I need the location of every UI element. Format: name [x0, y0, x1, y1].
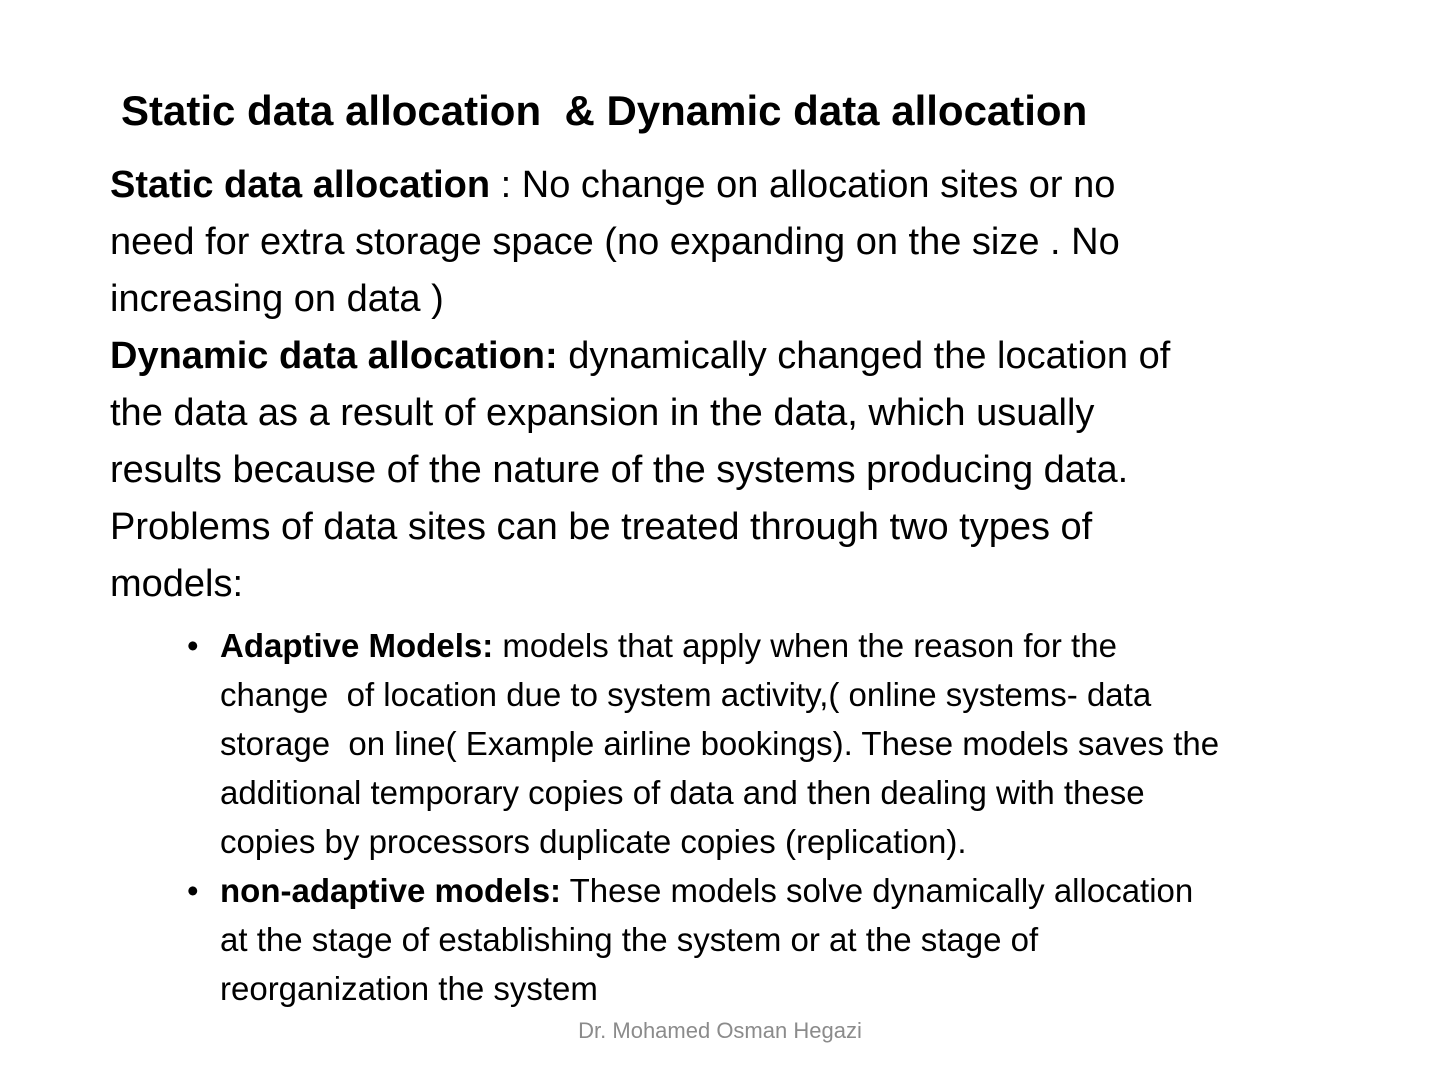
text-line: [220, 964, 1193, 1013]
text-run: storage on line( Example airline bookings). These models saves the: [220, 725, 1220, 762]
text-run: results because of the nature of the systems producing data.: [110, 449, 1129, 491]
bullet-list: [110, 621, 1410, 1013]
text-line: [220, 817, 1219, 866]
bullet-text: [220, 866, 1193, 1013]
text-run: change of location due to system activity,( online systems- data: [220, 676, 1152, 713]
bullet-text: [220, 621, 1219, 866]
text-run: Dynamic data allocation:: [110, 335, 558, 377]
text-run: dynamically changed the location of: [557, 335, 1171, 377]
text-run: Problems of data sites can be treated through two types of: [110, 506, 1093, 548]
text-line: [220, 621, 1219, 670]
text-run: non-adaptive models:: [220, 872, 562, 909]
text-line: [110, 385, 1410, 442]
text-run: the data as a result of expansion in the data, which usually: [110, 392, 1095, 434]
text-line: [220, 915, 1193, 964]
text-run: models that apply when the reason for the: [493, 627, 1117, 664]
bullet-item: [110, 621, 1410, 866]
bullet-icon: •: [187, 627, 199, 664]
footer-author: Dr. Mohamed Osman Hegazi: [578, 1018, 862, 1043]
text-line: [220, 768, 1219, 817]
text-run: Static data allocation: [110, 164, 491, 206]
text-line: [110, 442, 1410, 499]
text-run: : No change on allocation sites or no: [490, 164, 1116, 206]
bullet-icon: •: [187, 872, 199, 909]
text-run: models:: [110, 563, 244, 605]
text-line: [110, 556, 1410, 613]
text-line: [110, 499, 1410, 556]
text-line: [110, 271, 1410, 328]
slide-body-text: [110, 157, 1410, 1013]
bullet-item: [110, 866, 1410, 1013]
text-run: copies by processors duplicate copies (replication).: [220, 823, 967, 860]
slide-title: Static data allocation & Dynamic data allocation: [121, 87, 1088, 134]
text-run: at the stage of establishing the system or at the stage of: [220, 921, 1039, 958]
text-line: [220, 866, 1193, 915]
text-line: [220, 670, 1219, 719]
text-run: reorganization the system: [220, 970, 598, 1007]
text-line: [110, 157, 1410, 214]
text-run: need for extra storage space (no expanding on the size . No: [110, 221, 1120, 263]
text-line: [110, 214, 1410, 271]
text-line: [110, 328, 1410, 385]
text-run: additional temporary copies of data and then dealing with these: [220, 774, 1145, 811]
paragraph: [110, 157, 1410, 613]
text-line: [220, 719, 1219, 768]
text-run: Adaptive Models:: [220, 627, 494, 664]
text-run: These models solve dynamically allocation: [561, 872, 1194, 909]
text-run: increasing on data ): [110, 278, 444, 320]
